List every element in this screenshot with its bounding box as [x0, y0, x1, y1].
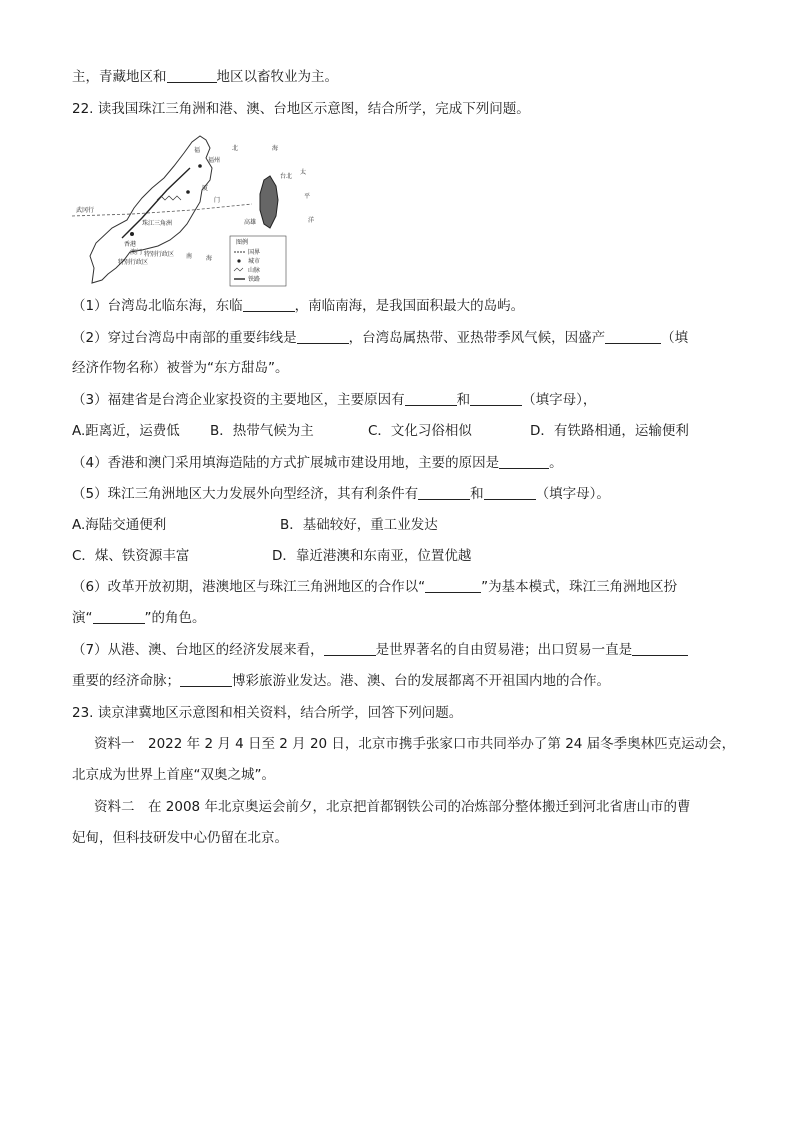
legend-border: 国界: [248, 249, 261, 256]
map-label-men: 门: [214, 197, 221, 204]
legend-rail: 铁路: [248, 276, 261, 283]
q22-p7a: [72, 641, 688, 659]
q21-tail-post: 地区以畜牧业为主。: [216, 69, 338, 85]
q22-p6-pre: （6）改革开放初期，港澳地区与珠江三角洲地区的合作以“: [72, 579, 426, 595]
taiwan-island: [260, 176, 278, 228]
q21-tail-line: [72, 68, 338, 86]
map-label-ping: 平: [304, 193, 311, 200]
answer-blank[interactable]: [243, 297, 295, 312]
option-b: B．基础较好，重工业发达: [280, 517, 438, 533]
legend-title: 图例: [236, 239, 249, 246]
option-c: C．煤、铁资源丰富: [72, 548, 190, 564]
map-figure: [72, 128, 322, 288]
option-d: D．有铁路相通，运输便利: [530, 423, 689, 439]
q22-title: 22. 读我国珠江三角洲和港、澳、台地区示意图，结合所学，完成下列问题。: [72, 101, 530, 117]
railway-line: [122, 168, 190, 238]
q22-p1: [72, 297, 524, 315]
q22-p3-pre: （3）福建省是台湾企业家投资的主要地区，主要原因有: [72, 392, 405, 408]
option-b: B．热带气候为主: [210, 423, 314, 439]
q22-p2-post: （填: [661, 330, 689, 346]
city-marker: [130, 232, 134, 236]
answer-blank[interactable]: [297, 329, 349, 344]
answer-blank[interactable]: [418, 485, 470, 500]
answer-blank[interactable]: [180, 672, 232, 687]
answer-blank[interactable]: [470, 391, 522, 406]
q22-p7-pre: （7）从港、澳、台地区的经济发展来看，: [72, 642, 324, 658]
answer-blank[interactable]: [167, 68, 217, 83]
map-label-zhujiang: 珠江三角洲: [142, 220, 173, 227]
legend-city-symbol: [237, 259, 240, 262]
map-label-gaoxiong: 高雄: [244, 219, 257, 226]
q22-p7b-pre: 重要的经济命脉；: [72, 673, 180, 689]
q22-p6b: [72, 609, 206, 627]
map-label-xia: 厦: [202, 185, 209, 192]
answer-blank[interactable]: [93, 609, 145, 624]
q22-p7b-post: 博彩旅游业发达。港、澳、台的发展都离不开祖国内地的合作。: [232, 673, 610, 689]
q23-material2-line2: 妃甸，但科技研发中心仍留在北京。: [72, 830, 288, 846]
legend-mountain-symbol: [234, 268, 243, 271]
q22-p2b: 经济作物名称）被誉为“东方甜岛”。: [72, 360, 289, 376]
legend-mountain: 山脉: [248, 267, 261, 274]
map-label-left: 武冈行: [76, 207, 95, 214]
q23-title: 23. 读京津冀地区示意图和相关资料，结合所学，回答下列问题。: [72, 705, 463, 721]
map-label-tai: 太: [300, 169, 307, 176]
map-label-nanhai: 海: [206, 255, 213, 262]
map-label-bei: 北: [232, 145, 239, 152]
q23-material1-line1: 资料一 2022 年 2 月 4 日至 2 月 20 日，北京市携手张家口市共同举办了第 24 届冬季奥林匹克运动会，: [94, 736, 736, 752]
q22-p3-mid: 和: [456, 392, 471, 408]
q22-p4-post: 。: [549, 455, 563, 471]
answer-blank[interactable]: [605, 329, 661, 344]
legend-city: 城市: [248, 258, 261, 265]
map-label-hai: 海: [272, 145, 279, 152]
q22-p6b-post: ”的角色。: [144, 610, 206, 626]
q22-p2-pre: （2）穿过台湾岛中南部的重要纬线是: [72, 330, 297, 346]
city-marker: [186, 190, 190, 194]
answer-blank[interactable]: [499, 454, 549, 469]
q23-material1-line2: 北京成为世界上首座“双奥之城”。: [72, 767, 275, 783]
q22-p3: [72, 391, 596, 409]
q22-p5: [72, 485, 610, 503]
answer-blank[interactable]: [324, 641, 376, 656]
q22-p5-mid: 和: [470, 486, 484, 502]
map-label-yang: 洋: [308, 217, 315, 224]
option-d: D．靠近港澳和东南亚，位置优越: [272, 548, 472, 564]
q22-p7b: [72, 672, 610, 690]
q22-p7-post: 是世界著名的自由贸易港；出口贸易一直是: [375, 642, 633, 658]
q22-p1-pre: （1）台湾岛北临东海，东临: [72, 298, 243, 314]
map-label-taibei: 台北: [280, 173, 293, 180]
map-label-tebie2: 特别行政区: [118, 259, 149, 266]
map-label-fuzhou: 福州: [208, 157, 221, 164]
q22-p5-pre: （5）珠江三角洲地区大力发展外向型经济，其有利条件有: [72, 486, 419, 502]
answer-blank[interactable]: [405, 391, 457, 406]
q22-p4-pre: （4）香港和澳门采用填海造陆的方式扩展城市建设用地，主要的原因是: [72, 455, 500, 471]
q22-p6b-pre: 演“: [72, 610, 93, 626]
map-label-tebie1: 特别行政区: [144, 251, 175, 258]
map-label-xianggang: 香港: [124, 241, 137, 248]
q22-p6a: [72, 578, 677, 596]
answer-blank[interactable]: [484, 485, 536, 500]
q23-material2-line1: 资料二 在 2008 年北京奥运会前夕，北京把首都钢铁公司的冶炼部分整体搬迁到河北省唐山市的曹: [94, 799, 691, 815]
option-a: A.海陆交通便利: [72, 517, 167, 533]
map-label-fu: 福: [194, 147, 201, 154]
map-label-nan: 南: [186, 253, 193, 260]
option-a: A.距离近，运费低: [72, 423, 180, 439]
q22-p3-post: （填字母），: [522, 392, 597, 408]
answer-blank[interactable]: [425, 578, 481, 593]
boundary-line: [72, 204, 252, 216]
q22-p2a: [72, 329, 688, 347]
q22-p2-mid: ，台湾岛属热带、亚热带季风气候，因盛产: [348, 330, 606, 346]
q22-p4: [72, 454, 563, 472]
map-label-aomen: 澳门: [130, 249, 143, 256]
q21-tail-pre: 主，青藏地区和: [72, 69, 167, 85]
pearl-river-delta-map: [72, 128, 322, 288]
q22-p6-post: ”为基本模式，珠江三角洲地区扮: [481, 579, 678, 595]
option-c: C．文化习俗相似: [368, 423, 472, 439]
answer-blank[interactable]: [632, 641, 688, 656]
q22-p1-post: ，南临南海，是我国面积最大的岛屿。: [294, 298, 525, 314]
city-marker: [198, 164, 202, 168]
q22-p5-post: （填字母）。: [535, 486, 610, 502]
